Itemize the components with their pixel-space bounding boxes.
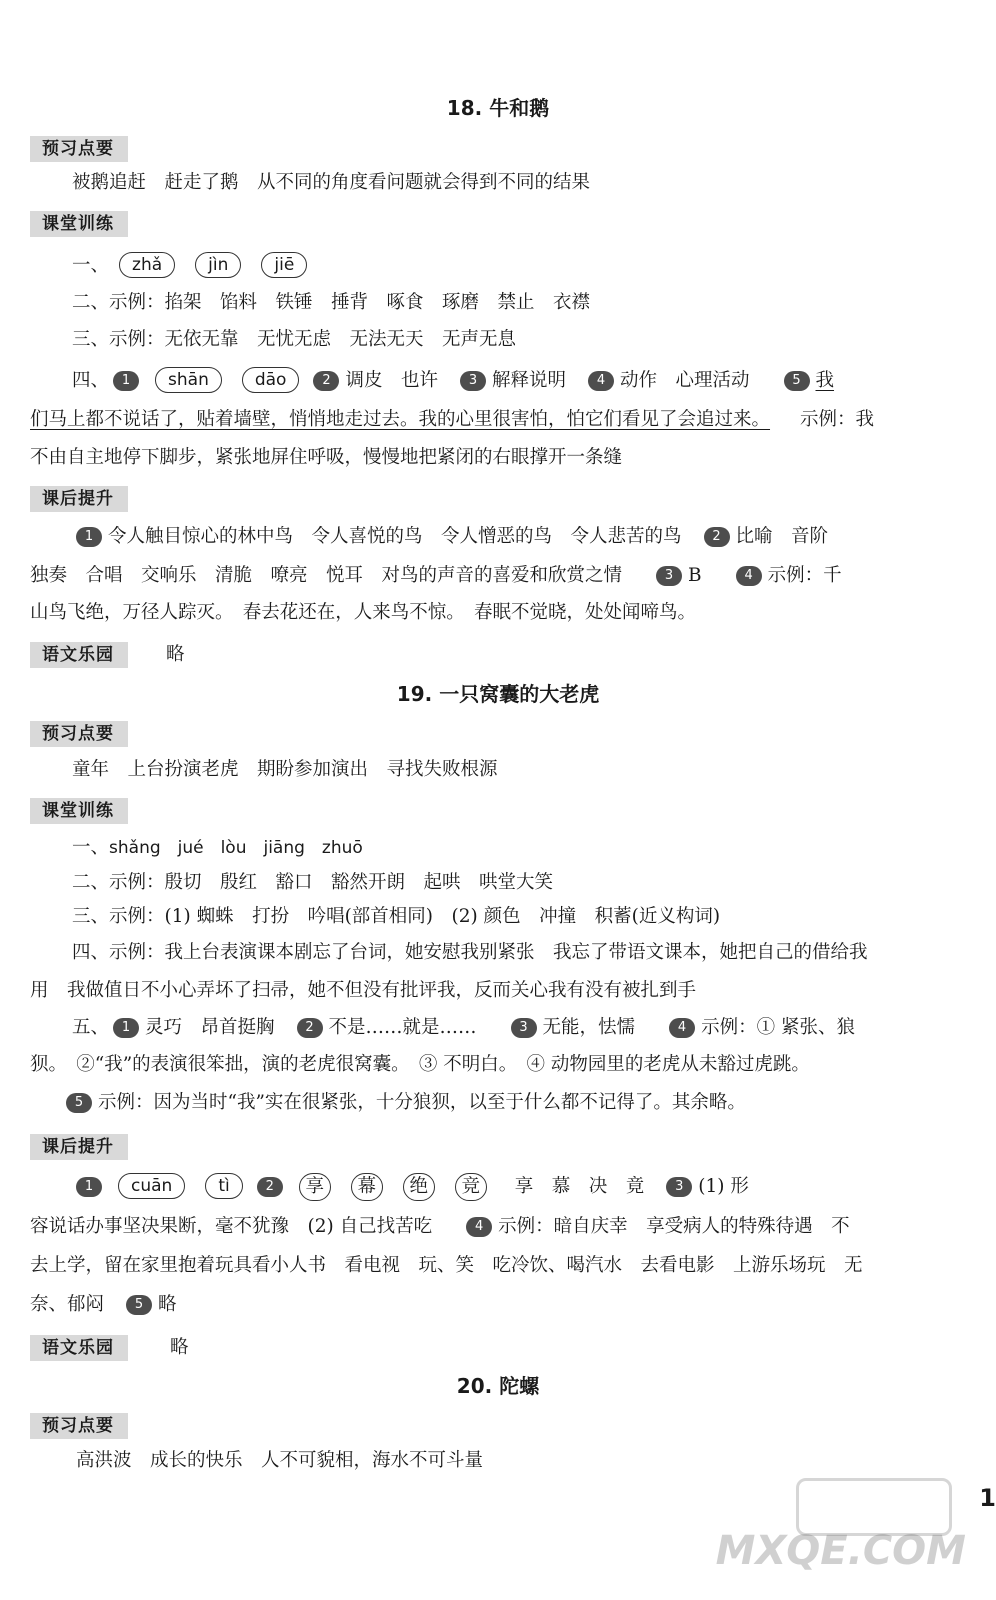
watermark-logo [796,1478,952,1536]
pinyin-answers: shǎng jué lòu jiāng zhuō [109,838,363,858]
page-number: 1 [979,1484,996,1512]
item-number-badge: 3 [460,371,486,391]
after-line-3: 山鸟飞绝，万径人踪灭。 春去花还在，人来鸟不惊。 春眠不觉晓，处处闻啼鸟。 [30,602,697,623]
question-3: 三、示例：(1) 蜘蛛 打扮 吟唱(部首相同) (2) 颜色 冲撞 积蓄(近义构词) [72,906,721,927]
chinese-garden-header: 语文乐园 [30,642,128,668]
after-class-header: 课后提升 [30,486,128,512]
question-4-line-2: 用 我做值日不小心弄坏了扫帚，她不但没有批评我，反而关心我有没有被扎到手 [30,980,697,1001]
question-4-line-1: 四、示例：我上台表演课本剧忘了台词，她安慰我别紧张 我忘了带语文课本，她把自己的借给我 [72,942,868,963]
preview-text: 高洪波 成长的快乐 人不可貌相，海水不可斗量 [76,1450,484,1471]
pinyin-oval: shān [155,367,222,393]
lesson-20-title: 20. 陀螺 [456,1374,540,1398]
question-5-line-2: 狈。 ②“我”的表演很笨拙，演的老虎很窝囊。 ③ 不明白。 ④ 动物园里的老虎从未豁过虎跳。 [30,1054,810,1075]
chinese-garden-text: 略 [170,1337,189,1358]
char-circle: 幕 [351,1173,383,1201]
after-line-2 [30,561,980,591]
answer-text: 奈、郁闷 [30,1294,105,1315]
after-line-3: 去上学，留在家里抱着玩具看小人书 看电视 玩、笑 吃冷饮、喝汽水 去看电影 上游乐场玩 无 [30,1255,863,1276]
watermark: MXQE.COM [715,1528,966,1574]
item-number-badge: 5 [66,1093,92,1113]
item-number-badge: 3 [656,566,682,586]
after-line-1 [72,522,996,552]
answer-text: 示例：我 [800,409,875,430]
answer-text: 略 [158,1294,177,1315]
pinyin-oval: zhǎ [119,252,175,278]
preview-text: 被鹅追赶 赶走了鹅 从不同的角度看问题就会得到不同的结果 [72,172,591,193]
question-4-line-1 [72,366,996,396]
class-training-header: 课堂训练 [30,211,128,237]
question-1 [72,251,996,281]
char-circle: 竞 [455,1173,487,1201]
pinyin-oval: jiē [261,252,307,278]
chinese-garden-header: 语文乐园 [30,1335,128,1361]
answer-text: 解释说明 [491,370,566,391]
answer-text: 示例：① 紧张、狼 [701,1017,855,1038]
question-2: 二、示例：殷切 殷红 豁口 豁然开朗 起哄 哄堂大笑 [72,872,554,893]
answer-text: 示例：因为当时“我”实在很紧张，十分狼狈，以至于什么都不记得了。其余略。 [98,1092,746,1113]
item-number-badge: 4 [736,566,762,586]
question-5-line-3 [62,1088,996,1118]
question-3: 三、示例：无依无靠 无忧无虑 无法无天 无声无息 [72,329,517,350]
question-2: 二、示例：掐架 馅料 铁锤 捶背 啄食 琢磨 禁止 衣襟 [72,292,591,313]
after-line-4 [30,1290,980,1320]
answer-text: 容说话办事坚决果断，毫不犹豫 (2) 自己找苦吃 [30,1216,433,1237]
answer-text: 动作 心理活动 [619,370,750,391]
underlined-text: 们马上都不说话了，贴着墙壁，悄悄地走过去。我的心里很害怕，怕它们看见了会追过来。 [30,409,771,430]
answer-text: 令人触目惊心的林中鸟 令人喜悦的鸟 令人憎恶的鸟 令人悲苦的鸟 [108,526,682,547]
item-number-badge: 3 [666,1177,692,1197]
char-circle: 享 [299,1173,331,1201]
pinyin-oval: dāo [242,367,300,393]
answer-text: 无能，怯懦 [542,1017,636,1038]
answer-text: 灵巧 昂首挺胸 [145,1017,275,1038]
item-number-badge: 5 [784,371,810,391]
question-1 [72,833,996,863]
item-number-badge: 1 [113,371,139,391]
question-number: 四、 [72,370,110,391]
after-class-header: 课后提升 [30,1134,128,1160]
answer-text: 比喻 音阶 [735,526,829,547]
char-circle: 绝 [403,1173,435,1201]
preview-header: 预习点要 [30,1413,128,1439]
answer-text: B [688,565,702,586]
chinese-garden-text: 略 [166,644,185,665]
item-number-badge: 1 [113,1018,139,1038]
item-number-badge: 1 [76,1177,102,1197]
item-number-badge: 2 [704,527,730,547]
lesson-18-title: 18. 牛和鹅 [446,96,550,120]
item-number-badge: 2 [313,371,339,391]
preview-header: 预习点要 [30,721,128,747]
pinyin-oval: cuān [118,1173,185,1199]
pinyin-oval: tì [205,1173,242,1199]
item-number-badge: 4 [588,371,614,391]
item-number-badge: 3 [511,1018,537,1038]
question-4-line-3: 不由自主地停下脚步，紧张地屏住呼吸，慢慢地把紧闭的右眼撑开一条缝 [30,447,623,468]
answer-text: 示例：暗自庆幸 享受病人的特殊待遇 不 [498,1216,850,1237]
answer-text: 调皮 也许 [345,370,438,391]
question-4-line-2 [30,405,980,435]
question-number: 五、 [72,1017,110,1038]
lesson-19-title: 19. 一只窝囊的大老虎 [396,682,600,706]
answer-text: 我 [815,370,835,391]
item-number-badge: 2 [297,1018,323,1038]
class-training-header: 课堂训练 [30,798,128,824]
answer-text: 享 慕 决 竟 [514,1176,645,1197]
pinyin-oval: jìn [195,252,241,278]
item-number-badge: 1 [76,527,102,547]
answer-text: 独奏 合唱 交响乐 清脆 嘹亮 悦耳 对鸟的声音的喜爱和欣赏之情 [30,565,623,586]
item-number-badge: 5 [126,1295,152,1315]
item-number-badge: 4 [466,1217,492,1237]
question-number: 一、 [72,837,110,858]
after-line-2 [30,1212,980,1242]
answer-text: 不是……就是…… [328,1017,477,1038]
after-line-1 [72,1172,996,1202]
preview-header: 预习点要 [30,136,128,162]
preview-text: 童年 上台扮演老虎 期盼参加演出 寻找失败根源 [72,759,498,780]
answer-text: (1) 形 [698,1176,749,1197]
item-number-badge: 2 [257,1177,283,1197]
item-number-badge: 4 [669,1018,695,1038]
answer-text: 示例：千 [767,565,842,586]
question-number: 一、 [72,255,110,276]
question-5-line-1 [72,1013,996,1043]
